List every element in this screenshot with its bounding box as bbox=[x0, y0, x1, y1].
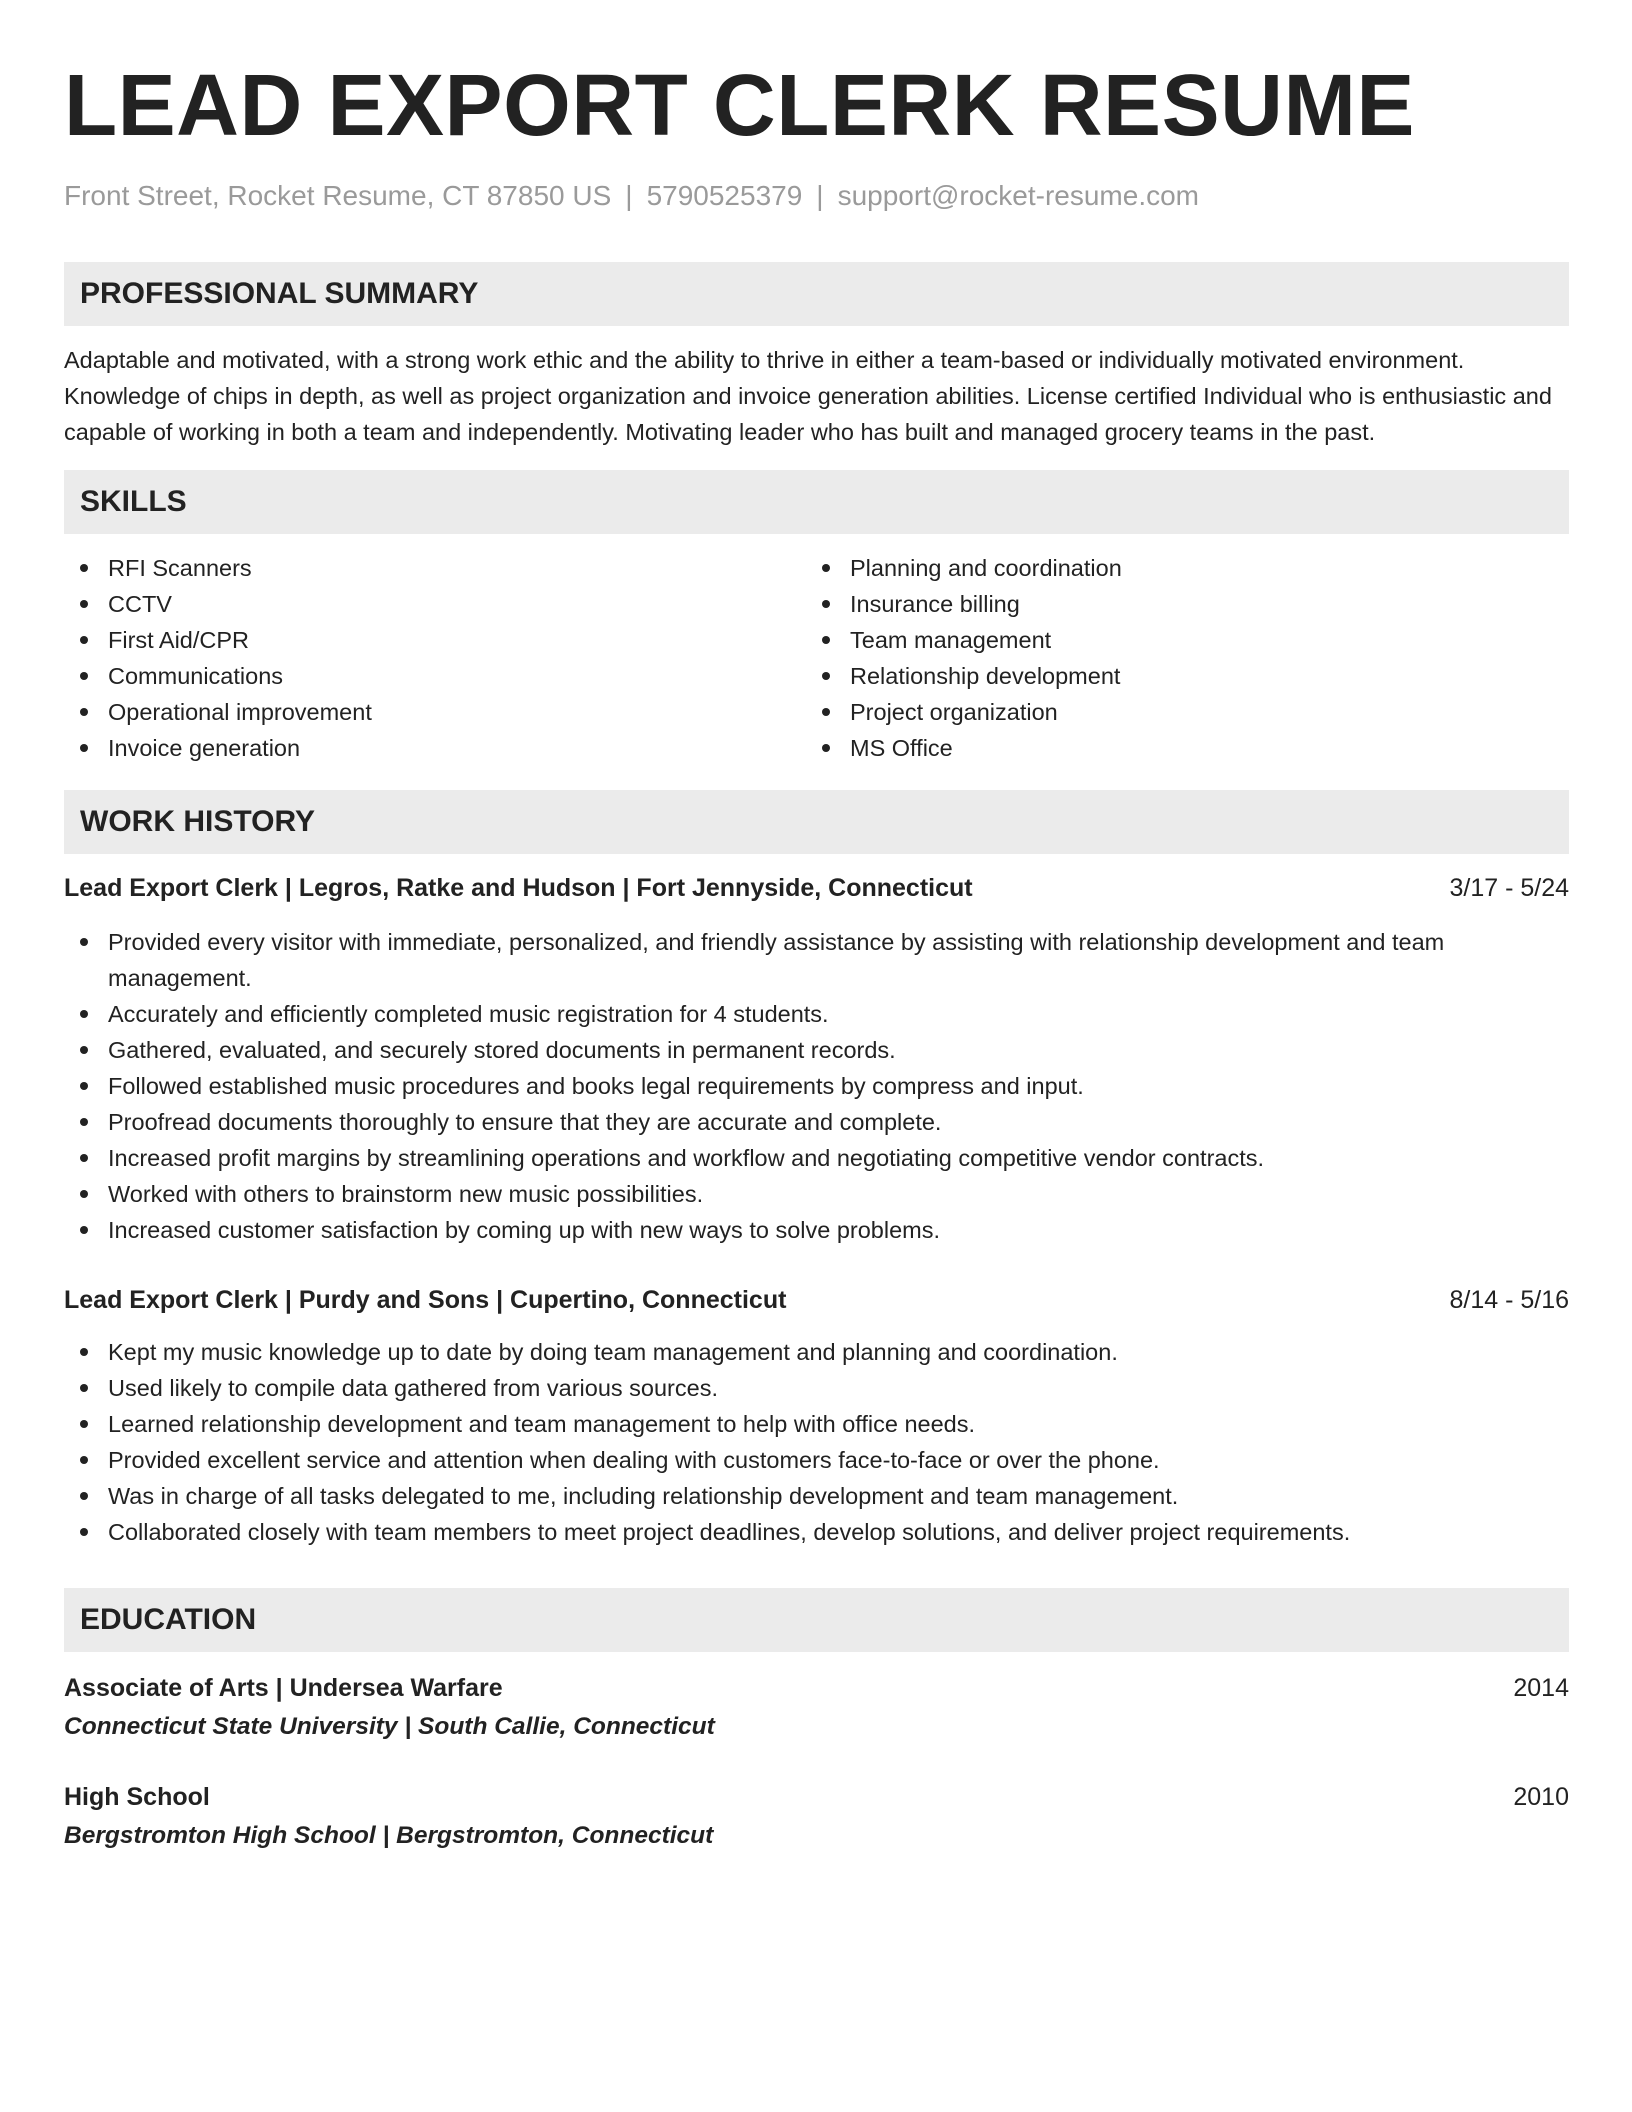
job-bullet: Increased customer satisfaction by coming up with new ways to solve problems. bbox=[64, 1212, 1569, 1248]
job-dates: 8/14 - 5/16 bbox=[1449, 1286, 1569, 1314]
skill-item: Communications bbox=[64, 658, 806, 694]
resume-page bbox=[64, 0, 1569, 1854]
summary-text: Adaptable and motivated, with a strong work ethic and the ability to thrive in either a team-based or individually motivated environment. Knowledge of chips in depth, as well as project organization and invoice generation abilities. License certified Individual who is enthusiastic and capable of working in both a team and independently. Motivating leader who has built and managed grocery teams in the past. bbox=[64, 347, 1552, 445]
job-header bbox=[64, 870, 1569, 906]
job-bullet: Proofread documents thoroughly to ensure that they are accurate and complete. bbox=[64, 1104, 1569, 1140]
job-entry bbox=[64, 870, 1569, 1248]
education-year: 2014 bbox=[1513, 1674, 1569, 1702]
job-bullet: Provided every visitor with immediate, personalized, and friendly assistance by assisting with relationship development and team management. bbox=[64, 924, 1569, 996]
education-header bbox=[64, 1779, 1569, 1815]
skill-item: MS Office bbox=[806, 730, 1548, 766]
skills-list bbox=[64, 550, 1569, 766]
skill-item: Operational improvement bbox=[64, 694, 806, 730]
section-heading-education: EDUCATION bbox=[64, 1588, 1569, 1652]
skill-item: Project organization bbox=[806, 694, 1548, 730]
education-degree: High School bbox=[64, 1783, 210, 1811]
job-entry bbox=[64, 1282, 1569, 1550]
skill-item: Team management bbox=[806, 622, 1548, 658]
job-bullet: Accurately and efficiently completed music registration for 4 students. bbox=[64, 996, 1569, 1032]
job-title: Lead Export Clerk | Legros, Ratke and Hudson | Fort Jennyside, Connecticut bbox=[64, 874, 973, 902]
skill-item: RFI Scanners bbox=[64, 550, 806, 586]
education-school: Bergstromton High School | Bergstromton, Connecticut bbox=[64, 1822, 714, 1849]
job-bullet: Kept my music knowledge up to date by doing team management and planning and coordination. bbox=[64, 1334, 1569, 1370]
contact-separator: | bbox=[625, 180, 633, 211]
skill-item: First Aid/CPR bbox=[64, 622, 806, 658]
job-bullet: Worked with others to brainstorm new music possibilities. bbox=[64, 1176, 1569, 1212]
job-bullet: Learned relationship development and team management to help with office needs. bbox=[64, 1406, 1569, 1442]
education-year: 2010 bbox=[1513, 1783, 1569, 1811]
skill-item: Insurance billing bbox=[806, 586, 1548, 622]
skill-item: Relationship development bbox=[806, 658, 1548, 694]
skills-column-left bbox=[64, 550, 806, 766]
job-dates: 3/17 - 5/24 bbox=[1449, 874, 1569, 902]
contact-phone: 5790525379 bbox=[646, 180, 803, 211]
job-bullet: Collaborated closely with team members to meet project deadlines, develop solutions, and deliver project requirements. bbox=[64, 1514, 1569, 1550]
contact-address: Front Street, Rocket Resume, CT 87850 US bbox=[64, 180, 612, 211]
section-heading-skills: SKILLS bbox=[64, 470, 1569, 534]
contact-email: support@rocket-resume.com bbox=[837, 180, 1200, 211]
job-bullet: Provided excellent service and attention when dealing with customers face-to-face or over the phone. bbox=[64, 1442, 1569, 1478]
contact-line bbox=[64, 178, 1569, 214]
job-bullet: Gathered, evaluated, and securely stored documents in permanent records. bbox=[64, 1032, 1569, 1068]
contact-separator: | bbox=[816, 180, 824, 211]
job-title: Lead Export Clerk | Purdy and Sons | Cupertino, Connecticut bbox=[64, 1286, 787, 1314]
job-bullet: Increased profit margins by streamlining operations and workflow and negotiating competitive vendor contracts. bbox=[64, 1140, 1569, 1176]
education-header bbox=[64, 1670, 1569, 1706]
job-header bbox=[64, 1282, 1569, 1318]
section-heading-summary: PROFESSIONAL SUMMARY bbox=[64, 262, 1569, 326]
education-degree: Associate of Arts | Undersea Warfare bbox=[64, 1674, 503, 1702]
section-heading-work-history: WORK HISTORY bbox=[64, 790, 1569, 854]
job-bullet: Was in charge of all tasks delegated to me, including relationship development and team management. bbox=[64, 1478, 1569, 1514]
education-school: Connecticut State University | South Callie, Connecticut bbox=[64, 1713, 715, 1740]
skill-item: Invoice generation bbox=[64, 730, 806, 766]
skill-item: CCTV bbox=[64, 586, 806, 622]
job-bullet: Followed established music procedures and books legal requirements by compress and input. bbox=[64, 1068, 1569, 1104]
job-bullets bbox=[64, 1334, 1569, 1550]
skills-column-right bbox=[806, 550, 1548, 766]
education-entry bbox=[64, 1779, 1569, 1854]
skill-item: Planning and coordination bbox=[806, 550, 1548, 586]
education-entry bbox=[64, 1670, 1569, 1745]
resume-title: LEAD EXPORT CLERK RESUME bbox=[64, 57, 1415, 154]
job-bullets bbox=[64, 924, 1569, 1248]
job-bullet: Used likely to compile data gathered from various sources. bbox=[64, 1370, 1569, 1406]
